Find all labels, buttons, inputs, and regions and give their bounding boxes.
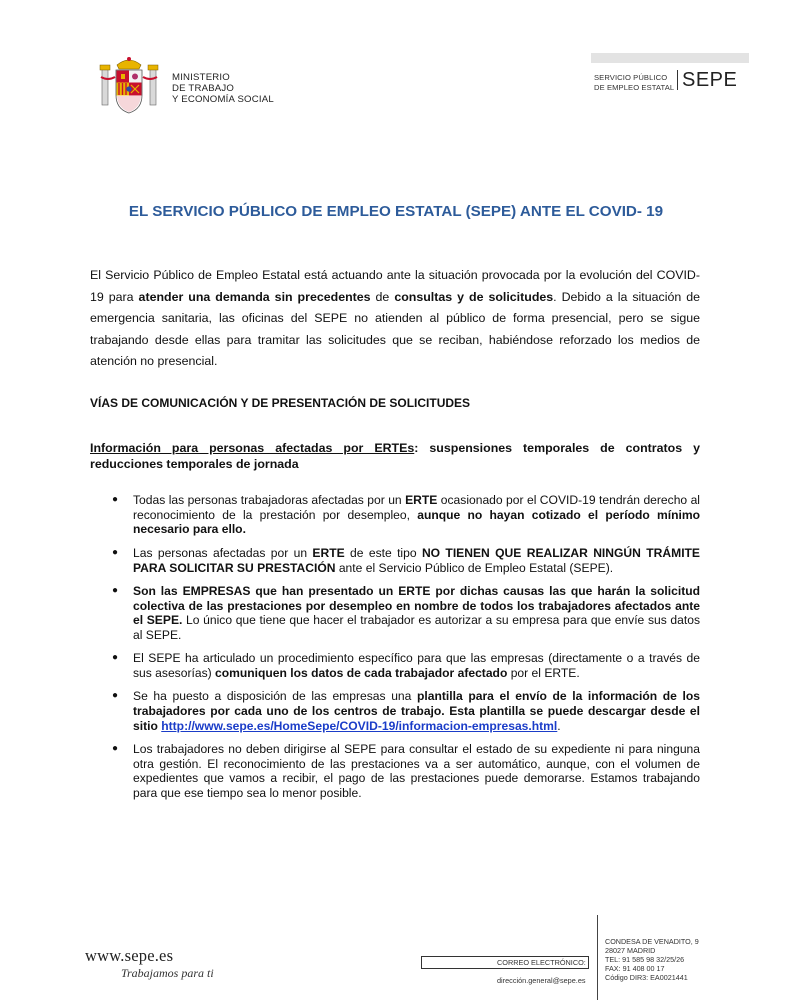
bullet-bold: ERTE [405,493,438,507]
bullet-icon: ● [112,547,119,559]
intro-text: de [370,289,395,304]
footer-address [605,938,699,983]
bullet-text: Lo único que tiene que hacer el trabajador es autorizar a su empresa para que envíe sus datos al SEPE. [133,613,700,643]
bullet-text: de este tipo [344,546,422,561]
bullet-icon: ● [112,690,119,702]
footer-slogan: Trabajamos para ti [121,966,214,980]
bullet-text: por el ERTE. [507,666,580,681]
sepe-name-line: SERVICIO PÚBLICO [594,73,668,82]
list-item [112,651,700,680]
intro-text: . Debido a la situación de emergencia sanitaria, las oficinas del SEPE no atienden al público de forma presencial, pero se sigue trabajando desde ellas para tramitar las solicitudes que se reciban, habiéndose reforzado los medios de atención no presencial. [90,289,701,368]
bullet-bold: comuniquen los datos de cada trabajador afectado [215,666,508,681]
address-line: Código DIR3: EA0021441 [605,972,688,982]
document-title: EL SERVICIO PÚBLICO DE EMPLEO ESTATAL (SEPE) ANTE EL COVID- 19 [128,203,664,220]
ministry-line: DE TRABAJO [172,83,235,94]
sepe-logo-divider [677,70,678,90]
footer-email-label: CORREO ELECTRÓNICO: [497,958,586,967]
list-item [112,546,700,575]
bullet-text: Los trabajadores no deben dirigirse al SEPE para consultar el estado de su expediente ni para ninguna otra gestión. El reconocimiento de las prestaciones va a ser automático, aunque, con el volumen de expedientes que vamos a recibir, el pago de las prestaciones puede demorarse. Estamos trabajando para que ese tiempo sea lo menor posible. [133,741,700,800]
footer-divider [597,915,598,1000]
sepe-full-name [594,73,674,92]
section-heading: VÍAS DE COMUNICACIÓN Y DE PRESENTACIÓN DE SOLICITUDES [90,396,471,410]
address-line: FAX: 91 408 00 17 [605,963,665,973]
footer-website: www.sepe.es [85,946,174,965]
info-heading-underlined: Información para personas afectadas por ERTEs [90,441,415,455]
bullet-bold: ERTE [312,546,345,561]
sepe-logo: SEPE [682,69,738,91]
bullet-icon: ● [112,652,119,664]
list-item [112,584,700,643]
bullet-text: ocasionado por el COVID-19 tendrán derecho al reconocimiento de la prestación por desempleo, [133,493,700,522]
bullet-list [112,493,700,809]
bullet-text: Todas las personas trabajadoras afectadas por un [133,493,406,507]
sepe-empresas-link[interactable]: http://www.sepe.es/HomeSepe/COVID-19/informacion-empresas.html [161,718,558,733]
bullet-icon: ● [112,742,119,754]
coat-of-arms-logo [98,55,160,117]
address-line: CONDESA DE VENADITO, 9 [605,937,699,946]
address-line: TEL: 91 585 98 32/25/26 [605,954,685,964]
address-line: 28027 MADRID [605,945,656,955]
info-heading-rest: : suspensiones temporales de contratos y reducciones temporales de jornada [90,441,700,471]
list-item [112,742,700,801]
intro-text: El Servicio Público de Empleo Estatal está actuando ante la situación provocada por la evolución del COVID-19 para [90,268,700,304]
ministry-name [172,72,274,105]
list-item [112,689,700,733]
ministry-line: Y ECONOMÍA SOCIAL [172,94,274,105]
bullet-bold: aunque no hayan cotizado el período mínimo necesario para ello. [133,507,700,537]
bullet-text: El SEPE ha articulado un procedimiento específico para que las empresas (directamente o a través de sus asesorías) [133,651,700,681]
bullet-text: Se ha puesto a disposición de las empresas una [133,689,418,704]
bullet-bold: NO TIENEN QUE REALIZAR NINGÚN TRÁMITE PARA SOLICITAR SU PRESTACIÓN [133,546,701,575]
bullet-bold: Son las EMPRESAS que han presentado un ERTE por dichas causas las que harán la solicitud colectiva de las prestaciones por desempleo en nombre de todos los trabajadores afectados ante el SEPE. [133,584,700,628]
intro-bold: consultas y de solicitudes [394,289,554,304]
sepe-name-line: DE EMPLEO ESTATAL [594,82,675,92]
bullet-bold: plantilla para el envío de la información de los trabajadores por cada uno de los centros de trabajo. Esta plantilla se puede descargar desde el sitio [133,689,700,733]
bullet-text: . [557,718,561,733]
footer-email: dirección.general@sepe.es [497,976,586,985]
list-item [112,493,700,537]
bullet-text: ante el Servicio Público de Empleo Estatal (SEPE). [335,560,614,575]
bullet-icon: ● [112,585,119,597]
header-gray-bar [591,53,749,63]
bullet-icon: ● [112,494,119,505]
info-heading [90,440,700,472]
intro-bold: atender una demanda sin precedentes [138,289,371,304]
ministry-line: MINISTERIO [172,72,230,83]
intro-paragraph [90,265,700,373]
bullet-text: Las personas afectadas por un [133,546,313,561]
